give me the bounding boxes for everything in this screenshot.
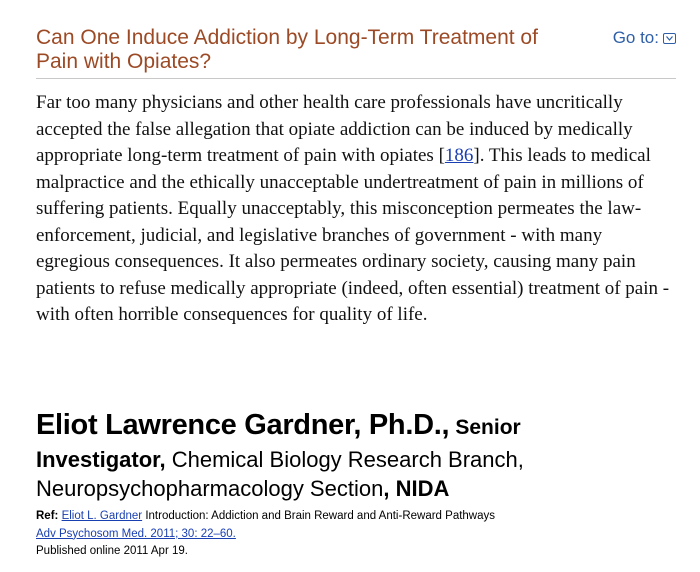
reference-link-186[interactable]: 186: [444, 145, 474, 166]
author-title-part2: Investigator,: [36, 447, 166, 472]
author-block: [36, 408, 676, 503]
reference-journal-link[interactable]: Adv Psychosom Med. 2011; 30: 22–60.: [36, 527, 236, 540]
goto-label[interactable]: Go to:: [612, 28, 659, 47]
author-comma: ,: [383, 476, 390, 501]
section-header: [36, 26, 676, 74]
author-line-3: [36, 474, 676, 503]
reference-article: Introduction: Addiction and Brain Reward and Anti-Reward Pathways: [145, 510, 495, 522]
chevron-down-icon[interactable]: [663, 33, 676, 44]
reference-line-2: [36, 526, 676, 544]
author-branch: Chemical Biology Research Branch,: [171, 447, 524, 472]
author-line-1: [36, 408, 676, 445]
author-org: NIDA: [395, 476, 450, 501]
author-section: Neuropsychopharmacology Section: [36, 476, 384, 501]
author-name: Eliot Lawrence Gardner, Ph.D.,: [36, 409, 450, 441]
reference-author-link[interactable]: Eliot L. Gardner: [61, 510, 143, 522]
author-line-2: [36, 445, 676, 474]
section-title: Can One Induce Addiction by Long-Term Treatment of Pain with Opiates?: [36, 26, 538, 73]
reference-published: Published online 2011 Apr 19.: [36, 545, 188, 557]
reference-label: Ref:: [36, 510, 59, 522]
reference-block: [36, 508, 676, 561]
paragraph-text-after: ]. This leads to medical malpractice and the ethically unacceptable undertreatment of pain in millions of suffering patients. Equally unacceptably, this misconception permeates the law-enforcement, judicial, and legislative branches of government - with many egregious consequences. It also permeates ordinary society, causing many pain patients to refuse medically appropriate (indeed, often essential) treatment of pain - with often horrible consequences for quality of life.: [36, 145, 670, 325]
goto-menu[interactable]: [613, 28, 676, 48]
reference-line-1: [36, 508, 676, 526]
paragraph-text-before: Far too many physicians and other health care professionals have uncritically accepted the false allegation that opiate addiction can be induced by medically appropriate long-term treatment of pain with opiates [: [36, 92, 633, 166]
body-paragraph: [36, 90, 671, 329]
title-divider: [36, 78, 676, 79]
author-title-part1: Senior: [455, 416, 521, 439]
